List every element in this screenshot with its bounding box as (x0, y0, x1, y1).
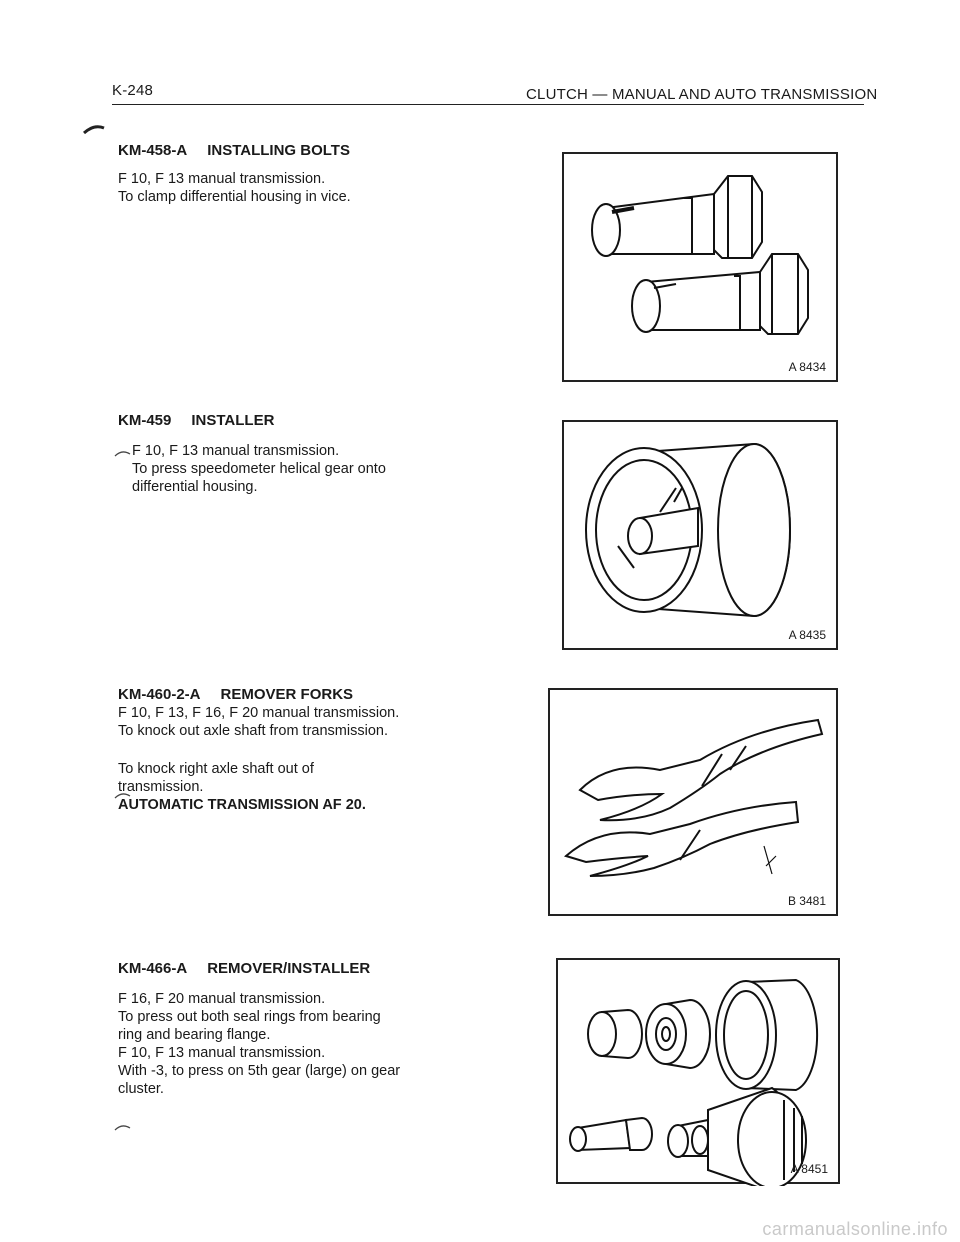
figure-remover-forks (548, 688, 838, 916)
description-line: F 10, F 13 manual transmission. (132, 443, 340, 459)
tool-code: KM-466-A (118, 960, 188, 977)
watermark: carmanualsonline.info (762, 1219, 948, 1239)
section-title (118, 142, 350, 159)
description-line: F 10, F 13 manual transmission. (118, 1045, 326, 1061)
description-line: To press out both seal rings from bearing (118, 1009, 381, 1025)
description-line: F 16, F 20 manual transmission. (118, 991, 326, 1007)
page-number: K-248 (112, 82, 154, 99)
forks-illustration (550, 690, 840, 918)
section-description (118, 990, 400, 1098)
section-description (118, 704, 399, 740)
figure-installing-bolts (562, 152, 838, 382)
tool-name: INSTALLER (191, 412, 275, 429)
description-line: differential housing. (132, 479, 258, 495)
remover-installer-illustration (558, 960, 842, 1186)
margin-mark (80, 122, 110, 136)
description-line: cluster. (118, 1081, 164, 1097)
figure-label: A 8434 (788, 360, 826, 374)
section-note (118, 760, 366, 814)
tool-code: KM-459 (118, 412, 172, 429)
chapter-title: CLUTCH — MANUAL AND AUTO TRANSMISSION (526, 86, 878, 103)
header-rule (112, 104, 864, 105)
figure-installer (562, 420, 838, 650)
section-description (118, 170, 351, 206)
note-emphasis: AUTOMATIC TRANSMISSION AF 20. (118, 797, 366, 813)
description-line: F 10, F 13 manual transmission. (118, 171, 326, 187)
note-line: transmission. (118, 779, 204, 795)
margin-mark (112, 1120, 136, 1134)
description-line: To press speedometer helical gear onto (132, 461, 386, 477)
section-title (118, 412, 274, 429)
figure-label: B 3481 (787, 894, 826, 908)
tool-code: KM-460-2-A (118, 686, 201, 703)
bolts-illustration (564, 154, 840, 384)
tool-code: KM-458-A (118, 142, 188, 159)
figure-label: A 8451 (790, 1162, 828, 1176)
description-line: To clamp differential housing in vice. (118, 189, 351, 205)
section-title (118, 960, 370, 977)
section-description (132, 442, 386, 496)
description-line: ring and bearing flange. (118, 1027, 271, 1043)
installer-illustration (564, 422, 840, 652)
tool-name: INSTALLING BOLTS (207, 142, 350, 159)
description-line: To knock out axle shaft from transmission. (118, 723, 388, 739)
section-title (118, 686, 353, 703)
description-line: F 10, F 13, F 16, F 20 manual transmission. (118, 705, 400, 721)
note-line: To knock right axle shaft out of (118, 761, 314, 777)
figure-remover-installer (556, 958, 840, 1184)
tool-name: REMOVER FORKS (220, 686, 354, 703)
figure-label: A 8435 (788, 628, 826, 642)
tool-name: REMOVER/INSTALLER (207, 960, 371, 977)
description-line: With -3, to press on 5th gear (large) on gear (118, 1063, 401, 1079)
